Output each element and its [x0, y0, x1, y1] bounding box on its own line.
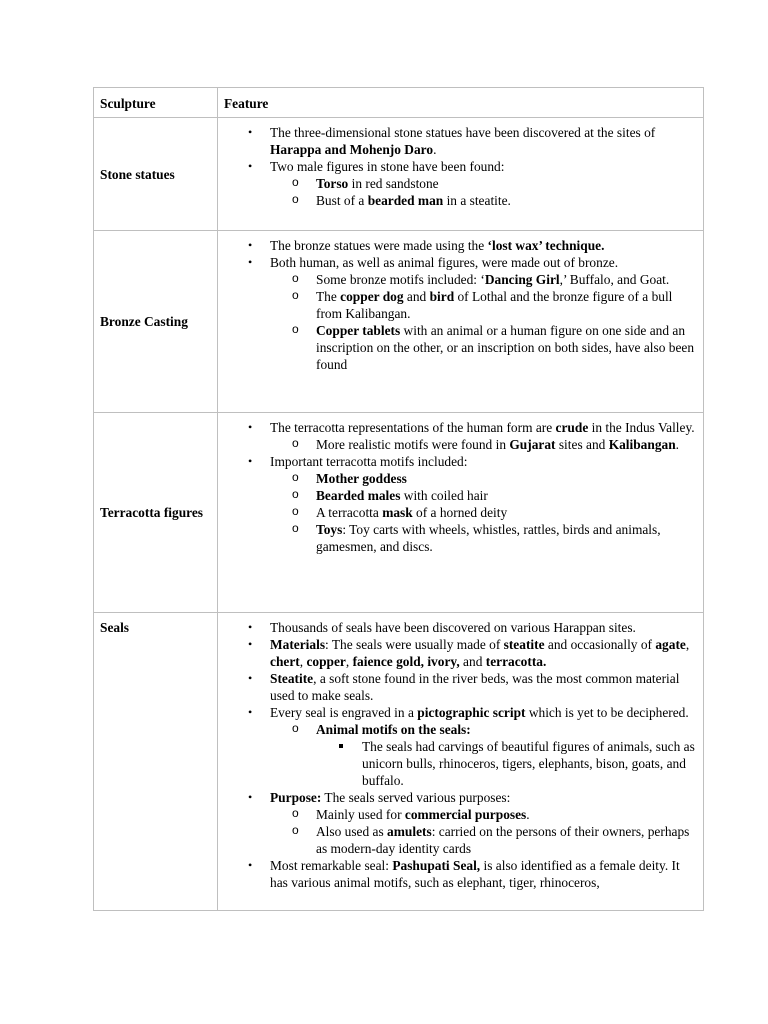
- sub-list: [270, 436, 699, 453]
- sculpture-table: [93, 87, 704, 911]
- sub-list: [270, 175, 699, 209]
- row-feature: [218, 118, 704, 231]
- bullet-list: [218, 237, 699, 373]
- list-item: o Also used as amulets: carried on the persons of their owners, perhaps as modern-day identity cards: [270, 823, 699, 857]
- list-item: • Materials: The seals were usually made of steatite and occasionally of agate, chert, copper, faience gold, ivory, and terracotta.: [218, 636, 699, 670]
- sub-list: [270, 271, 699, 373]
- row-label: Stone statues: [94, 118, 218, 231]
- table-row: [94, 231, 704, 413]
- header-feature: Feature: [218, 88, 704, 118]
- list-item: o Animal motifs on the seals: The seals had carvings of beautiful figures of animals, such as unicorn bulls, rhinoceros, tigers, elephants, bison, goats, and buffalo.: [270, 721, 699, 789]
- sub-sub-list: [316, 738, 699, 789]
- list-item: • Most remarkable seal: Pashupati Seal, is also identified as a female deity. It has various animal motifs, such as elephant, tiger, rhinoceros,: [218, 857, 699, 891]
- bullet-list: [218, 124, 699, 209]
- list-item: o Toys: Toy carts with wheels, whistles, rattles, birds and animals, gamesmen, and discs.: [270, 521, 699, 555]
- list-item: o Bust of a bearded man in a steatite.: [270, 192, 699, 209]
- list-item: o Some bronze motifs included: ‘Dancing Girl,’ Buffalo, and Goat.: [270, 271, 699, 288]
- list-item: • Every seal is engraved in a pictographic script which is yet to be deciphered. o Animal motifs on the seals: The seals had carvings of beautiful figures of animals, such as unicorn bulls, rhinoceros, tigers, elephants, bison, goats, and buffalo.: [218, 704, 699, 789]
- sub-list: [270, 721, 699, 789]
- bullet-list: [218, 619, 699, 891]
- list-item: o More realistic motifs were found in Gujarat sites and Kalibangan.: [270, 436, 699, 453]
- list-item: o A terracotta mask of a horned deity: [270, 504, 699, 521]
- row-label: Seals: [94, 613, 218, 911]
- table-header-row: [94, 88, 704, 118]
- header-sculpture: Sculpture: [94, 88, 218, 118]
- row-feature: [218, 231, 704, 413]
- list-item: The seals had carvings of beautiful figures of animals, such as unicorn bulls, rhinoceros, tigers, elephants, bison, goats, and buffalo.: [316, 738, 699, 789]
- table-row: [94, 118, 704, 231]
- list-item: • Both human, as well as animal figures, were made out of bronze. o Some bronze motifs included: ‘Dancing Girl,’ Buffalo, and Goat. o The copper dog and bird of Lothal and the bronze figure of a bull from Kalibangan. o Copper tablets with an animal or a human figure on one side and an inscription on the other, or an inscription on both sides, have also been found: [218, 254, 699, 373]
- table-row: [94, 613, 704, 911]
- sub-list: [270, 470, 699, 555]
- list-item: o Mother goddess: [270, 470, 699, 487]
- list-item: • Purpose: The seals served various purposes: o Mainly used for commercial purposes. o Also used as amulets: carried on the persons of their owners, perhaps as modern-day identity cards: [218, 789, 699, 857]
- list-item: o The copper dog and bird of Lothal and the bronze figure of a bull from Kalibangan.: [270, 288, 699, 322]
- table-row: [94, 413, 704, 613]
- bullet-list: [218, 419, 699, 555]
- list-item: • Important terracotta motifs included: o Mother goddess o Bearded males with coiled hair o A terracotta mask of a horned deity o Toys: Toy carts with wheels, whistles, rattles, birds and animals, gamesmen, and discs.: [218, 453, 699, 555]
- list-item: • Thousands of seals have been discovered on various Harappan sites.: [218, 619, 699, 636]
- list-item: o Copper tablets with an animal or a human figure on one side and an inscription on the other, or an inscription on both sides, have also been found: [270, 322, 699, 373]
- row-feature: [218, 613, 704, 911]
- list-item: • The terracotta representations of the human form are crude in the Indus Valley. o More realistic motifs were found in Gujarat sites and Kalibangan.: [218, 419, 699, 453]
- list-item: • The three-dimensional stone statues have been discovered at the sites of Harappa and Mohenjo Daro.: [218, 124, 699, 158]
- row-label: Terracotta figures: [94, 413, 218, 613]
- list-item: o Mainly used for commercial purposes.: [270, 806, 699, 823]
- list-item: o Torso in red sandstone: [270, 175, 699, 192]
- row-feature: [218, 413, 704, 613]
- sub-list: [270, 806, 699, 857]
- row-label: Bronze Casting: [94, 231, 218, 413]
- list-item: • Steatite, a soft stone found in the river beds, was the most common material used to make seals.: [218, 670, 699, 704]
- list-item: • Two male figures in stone have been found: o Torso in red sandstone o Bust of a bearded man in a steatite.: [218, 158, 699, 209]
- list-item: • The bronze statues were made using the ‘lost wax’ technique.: [218, 237, 699, 254]
- list-item: o Bearded males with coiled hair: [270, 487, 699, 504]
